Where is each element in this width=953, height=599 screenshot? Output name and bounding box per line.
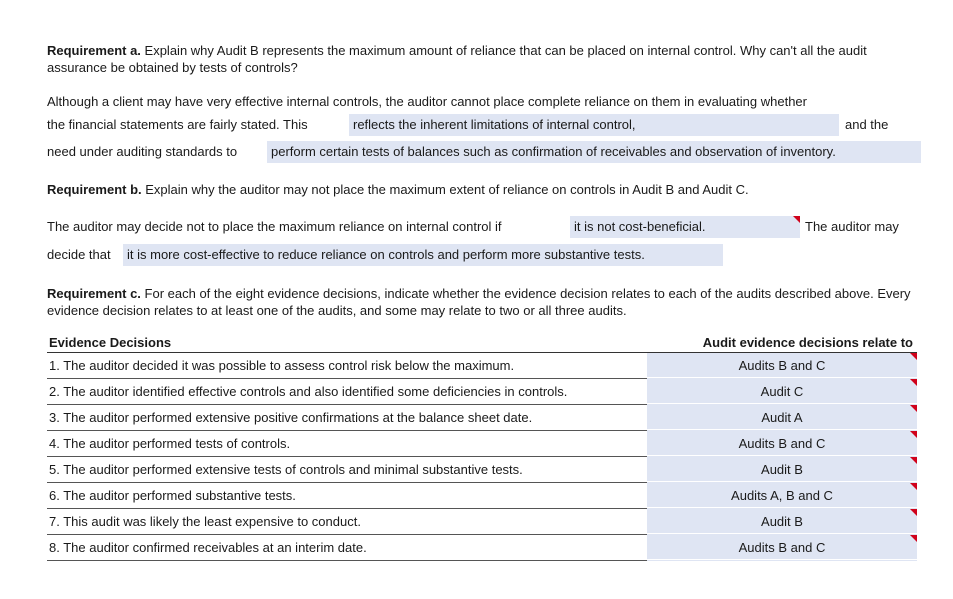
audit-answer-select[interactable] — [647, 405, 917, 431]
table-row — [47, 405, 917, 431]
req-b-answer1-field[interactable] — [570, 216, 800, 238]
comment-flag-icon — [910, 353, 917, 360]
req-b-answer2-field[interactable] — [123, 244, 723, 266]
evidence-decisions-header: Evidence Decisions — [47, 332, 647, 353]
comment-flag-icon — [910, 509, 917, 516]
audit-answer-value: Audit C — [760, 384, 804, 399]
table-row — [47, 379, 917, 405]
evidence-decision-text: 3. The auditor performed extensive positive confirmations at the balance sheet date. — [47, 405, 647, 431]
req-b-answer2: it is more cost-effective to reduce reliance on controls and perform more substantive tests. — [127, 247, 645, 262]
table-row — [47, 353, 917, 379]
req-b-line1-prefix: The auditor may decide not to place the maximum reliance on internal control if — [47, 219, 502, 234]
audit-answer-select[interactable] — [647, 535, 917, 561]
audit-answer-select[interactable] — [647, 431, 917, 457]
req-a-answer1-field[interactable] — [349, 114, 839, 136]
evidence-decision-text: 6. The auditor performed substantive tests. — [47, 483, 647, 509]
table-row — [47, 483, 917, 509]
requirement-a-heading — [47, 42, 921, 76]
evidence-decision-text: 2. The auditor identified effective controls and also identified some deficiencies in controls. — [47, 379, 647, 405]
audit-answer-select[interactable] — [647, 483, 917, 509]
evidence-decision-text: 1. The auditor decided it was possible to assess control risk below the maximum. — [47, 353, 647, 379]
req-b-line1-suffix: The auditor may — [805, 219, 899, 234]
req-a-line1: Although a client may have very effective internal controls, the auditor cannot place complete reliance on them in evaluating whether — [47, 94, 807, 109]
table-row — [47, 431, 917, 457]
audit-answer-value: Audits B and C — [738, 540, 826, 555]
evidence-decision-text: 5. The auditor performed extensive tests of controls and minimal substantive tests. — [47, 457, 647, 483]
evidence-decision-text: 4. The auditor performed tests of controls. — [47, 431, 647, 457]
requirement-b-heading — [47, 181, 921, 198]
req-a-line3-prefix: need under auditing standards to — [47, 144, 238, 159]
table-row — [47, 457, 917, 483]
req-a-answer2-field[interactable] — [267, 141, 921, 163]
table-row — [47, 535, 917, 561]
comment-flag-icon — [910, 431, 917, 438]
comment-flag-icon — [793, 216, 800, 223]
req-a-line2-suffix: and the — [845, 117, 889, 132]
table-header-row — [47, 332, 917, 353]
table-row — [47, 509, 917, 535]
audit-answer-select[interactable] — [647, 457, 917, 483]
requirement-c-label: Requirement c. — [47, 286, 141, 301]
audit-answer-select[interactable] — [647, 353, 917, 379]
audit-answer-value: Audits A, B and C — [731, 488, 833, 503]
req-a-line2-prefix: the financial statements are fairly stated. This — [47, 117, 308, 132]
requirement-a-question: Explain why Audit B represents the maximum amount of reliance that can be placed on internal control. Why can't all the audit assurance be obtained by tests of controls? — [47, 43, 867, 75]
audit-answer-select[interactable] — [647, 509, 917, 535]
audit-answer-value: Audit B — [761, 462, 803, 477]
requirement-b-question: Explain why the auditor may not place the maximum extent of reliance on controls in Audit B and Audit C. — [141, 182, 749, 197]
req-b-line2-prefix: decide that — [47, 247, 111, 262]
audit-answer-value: Audit B — [761, 514, 803, 529]
audit-answer-value: Audit A — [761, 410, 803, 425]
req-a-answer1: reflects the inherent limitations of internal control, — [353, 117, 636, 132]
requirement-b-label: Requirement b. — [47, 182, 142, 197]
evidence-decision-text: 7. This audit was likely the least expensive to conduct. — [47, 509, 647, 535]
audit-answer-select[interactable] — [647, 379, 917, 405]
comment-flag-icon — [910, 483, 917, 490]
req-b-answer1: it is not cost-beneficial. — [574, 219, 706, 234]
evidence-decision-text: 8. The auditor confirmed receivables at an interim date. — [47, 535, 647, 561]
comment-flag-icon — [910, 405, 917, 412]
comment-flag-icon — [910, 535, 917, 542]
requirement-a-label: Requirement a. — [47, 43, 141, 58]
comment-flag-icon — [910, 457, 917, 464]
req-a-answer2: perform certain tests of balances such as confirmation of receivables and observation of inventory. — [271, 144, 836, 159]
comment-flag-icon — [910, 379, 917, 386]
audit-answer-value: Audits B and C — [738, 358, 826, 373]
requirement-c-heading — [47, 285, 921, 319]
audit-relation-header: Audit evidence decisions relate to — [647, 332, 917, 353]
audit-answer-value: Audits B and C — [738, 436, 826, 451]
requirement-c-question: For each of the eight evidence decisions, indicate whether the evidence decision relates to each of the audits described above. Every evidence decision relates to at least one of the audits, and some may relate to two or all three audits. — [47, 286, 911, 318]
evidence-decisions-table — [47, 332, 917, 561]
